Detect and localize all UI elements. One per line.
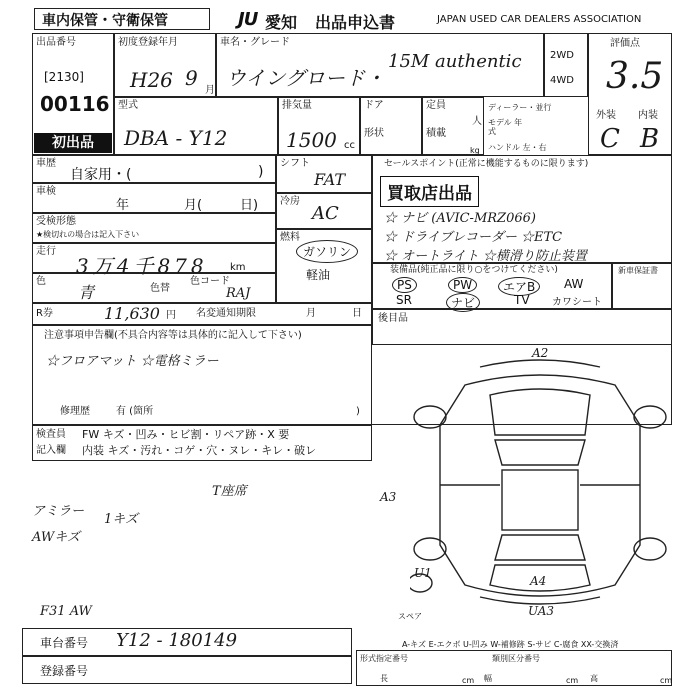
length-label: 長 xyxy=(380,674,388,683)
drive-2wd: 2WD xyxy=(550,50,574,61)
form-title: 出品申込書 xyxy=(315,13,396,32)
lot-small-number: [2130] xyxy=(44,70,84,84)
rear-window xyxy=(495,535,585,560)
lot-number: 00116 xyxy=(40,92,110,116)
notes-header: 注意事項申告欄(不具合内容等は具体的に記入して下さい) xyxy=(44,330,302,341)
equip-navi: ナビ xyxy=(446,293,480,312)
front-bumper xyxy=(480,360,600,367)
interior-grade: B xyxy=(640,124,660,154)
displacement-unit: cc xyxy=(344,140,355,151)
chassis-value: Y12 - 180149 xyxy=(116,630,238,651)
repair-value: 有 (箇所 xyxy=(116,406,154,417)
repair-close: ) xyxy=(356,406,360,417)
vehicle-diagram xyxy=(410,345,670,613)
equip-tv: TV xyxy=(514,293,530,307)
roof xyxy=(502,470,578,530)
inspector-label-2: 記入欄 xyxy=(36,445,66,456)
type-label: 型式 xyxy=(118,100,138,111)
width-unit: cm xyxy=(566,676,579,685)
equip-aw: AW xyxy=(564,277,584,291)
door-label: ドア xyxy=(364,100,384,111)
color-changed-label: 色替 xyxy=(150,283,170,294)
inspector-row-1: FW キズ・凹み・ヒビ割・リペア跡・X 要 xyxy=(82,428,290,441)
inspector-row-2: 内装 キズ・汚れ・コゲ・穴・ヌレ・キレ・破レ xyxy=(82,444,317,457)
damage-legend: A-キズ E-エクボ U-凹み W-補修跡 S-サビ C-腐食 XX-交換済 xyxy=(402,640,619,649)
registration-month: 9 xyxy=(185,66,198,90)
usage-box xyxy=(32,155,276,183)
ju-logo-text: JU xyxy=(238,9,258,30)
model-grade: 15M authentic xyxy=(388,51,522,72)
interior-label: 内装 xyxy=(638,110,658,121)
storage-stamp: 車内保管・守衛保管 xyxy=(42,13,168,29)
height-label: 高 xyxy=(590,674,598,683)
sales-header: セールスポイント(正常に機能するものに限ります) xyxy=(384,159,589,169)
load-unit: kg xyxy=(470,146,480,155)
equip-pw: PW xyxy=(448,277,477,293)
damage-u1: U1 xyxy=(414,566,432,580)
displacement-value: 1500 xyxy=(286,128,337,152)
rear-items-label: 後目品 xyxy=(378,313,408,324)
first-listing-badge: 初出品 xyxy=(34,133,112,153)
equip-airbag: エアB xyxy=(498,277,540,296)
tax-label: R券 xyxy=(36,308,53,319)
sales-point-2: ☆ ドライブレコーダー ☆ETC xyxy=(384,230,563,245)
classification-label: 類別区分番号 xyxy=(492,654,540,663)
usage-value: 自家用・( xyxy=(70,167,132,183)
fuel-label: 燃料 xyxy=(280,232,300,243)
hood xyxy=(490,389,590,435)
note-seat: T座席 xyxy=(212,484,247,499)
inspector-label-1: 検査員 xyxy=(36,429,66,440)
cooling-value: AC xyxy=(312,203,339,224)
registration-month-unit: 月 xyxy=(205,85,215,96)
note-wheel-2: F31 AW xyxy=(40,604,92,619)
model-label: 車名・グレード xyxy=(220,37,290,48)
new-car-warranty-label: 新車保証書 xyxy=(618,266,658,275)
sales-point-1: ☆ ナビ (AVIC-MRZ066) xyxy=(384,211,536,226)
spare-label: スペア xyxy=(398,612,422,621)
inspection-label: 車検 xyxy=(36,186,56,197)
rear-items-box xyxy=(372,309,672,345)
mileage-unit: km xyxy=(230,262,246,273)
windshield xyxy=(495,440,585,465)
type-value: DBA - Y12 xyxy=(124,126,228,150)
height-unit: cm xyxy=(660,676,673,685)
model-year-label: モデル 年式 xyxy=(488,118,523,136)
notes-entry: ☆フロアマット ☆電格ミラー xyxy=(46,354,219,369)
damage-a2: A2 xyxy=(532,346,549,360)
color-code-label: 色コード xyxy=(190,276,230,287)
buy-store-text: 買取店出品 xyxy=(387,184,472,204)
tax-value: 11,630 xyxy=(104,304,160,323)
sales-point-3: ☆ オートライト ☆横滑り防止装置 xyxy=(384,249,587,264)
inspection-day: 日) xyxy=(240,198,259,213)
repair-label: 修理歴 xyxy=(60,406,90,417)
wheel-front-right xyxy=(634,406,666,428)
note-wheel: AWキズ xyxy=(32,530,80,545)
mileage-value: 3万4千878 xyxy=(76,254,208,278)
registration-year: H26 xyxy=(130,68,173,92)
wheel-rear-left xyxy=(414,538,446,560)
damage-a3: A3 xyxy=(380,490,397,504)
tax-unit: 円 xyxy=(166,310,176,321)
equip-ps: PS xyxy=(392,277,417,293)
usage-close: ) xyxy=(258,164,264,180)
rear-bumper xyxy=(480,597,600,604)
damage-a4: A4 xyxy=(530,574,547,588)
drive-box xyxy=(544,33,588,97)
drive-4wd: 4WD xyxy=(550,75,574,86)
color-label: 色 xyxy=(36,276,46,287)
equipment-header: 装備品(純正品に限り○をつけてください) xyxy=(390,265,558,275)
note-mirror: アミラー xyxy=(32,504,85,519)
name-change-deadline: 名変通知期限 xyxy=(196,308,256,319)
registration-label: 初度登録年月 xyxy=(118,37,178,48)
usage-label: 車歴 xyxy=(36,158,56,169)
damage-ua3: UA3 xyxy=(528,604,555,618)
deadline-month: 月 xyxy=(306,308,316,319)
wheel-rear-right xyxy=(634,538,666,560)
english-title: JAPAN USED CAR DEALERS ASSOCIATION xyxy=(437,14,642,25)
model-name: ウイングロード・ xyxy=(226,66,385,90)
shape-label: 形状 xyxy=(364,128,384,139)
color-value: 青 xyxy=(78,283,95,302)
grade-score: 3.5 xyxy=(606,56,664,97)
exterior-label: 外装 xyxy=(596,110,616,121)
registration-number-label: 登録番号 xyxy=(40,664,89,678)
inspection-month: 月( xyxy=(184,198,203,213)
fuel-gasoline xyxy=(296,240,358,263)
grade-label: 評価点 xyxy=(610,38,640,49)
cooling-label: 冷房 xyxy=(280,196,300,207)
shift-label: シフト xyxy=(280,158,310,169)
equip-leather-seat: カワシート xyxy=(552,297,602,308)
inspection-year: 年 xyxy=(116,198,130,213)
handle-label: ハンドル 左・右 xyxy=(488,143,547,152)
load-label: 積載 xyxy=(426,128,446,139)
exterior-grade: C xyxy=(600,124,620,154)
dealer-label: ディーラー・並行 xyxy=(488,103,552,112)
type-designation-label: 形式指定番号 xyxy=(360,654,408,663)
reception-note: ★検切れの場合は記入下さい xyxy=(36,230,140,239)
color-code: RAJ xyxy=(226,286,251,301)
org-name: 愛知 xyxy=(265,13,298,32)
capacity-unit: 人 xyxy=(472,116,482,127)
wheel-front-left xyxy=(414,406,446,428)
note-mirror-damage: 1キズ xyxy=(104,512,139,527)
fuel-gasoline-text: ガソリン xyxy=(303,245,352,259)
width-label: 幅 xyxy=(484,674,492,683)
fuel-diesel: 軽油 xyxy=(306,268,331,282)
reception-label: 受検形態 xyxy=(36,216,76,227)
displacement-label: 排気量 xyxy=(282,100,312,111)
capacity-label: 定員 xyxy=(426,100,446,111)
buy-store-badge xyxy=(380,176,479,207)
lot-label: 出品番号 xyxy=(36,37,76,48)
length-unit: cm xyxy=(462,676,475,685)
mileage-label: 走行 xyxy=(36,246,56,257)
chassis-label: 車台番号 xyxy=(40,636,89,650)
shift-value: FAT xyxy=(314,170,346,189)
deadline-day: 日 xyxy=(352,308,362,319)
equip-sr: SR xyxy=(396,293,412,307)
